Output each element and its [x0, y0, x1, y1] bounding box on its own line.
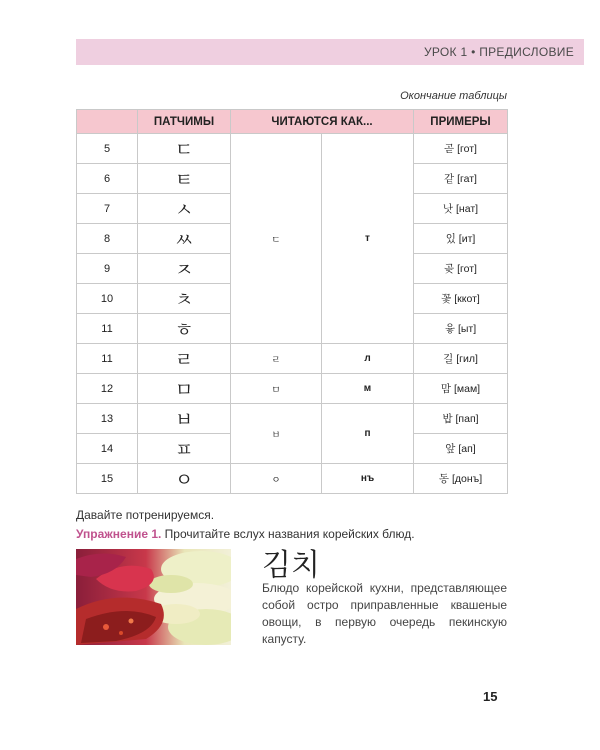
patchim-letter: ㅍ — [138, 434, 231, 464]
example-transcription: [ккот] — [454, 293, 480, 305]
reading-korean: ㅂ — [231, 404, 322, 464]
practice-intro: Давайте потренируемся. — [76, 508, 215, 522]
table-row — [77, 134, 508, 164]
patchim-table — [76, 109, 508, 494]
reading-korean: ㅁ — [231, 374, 322, 404]
example-korean: 곶 — [444, 263, 455, 275]
patchim-letter: ㅂ — [138, 404, 231, 434]
example-korean: 같 — [444, 173, 455, 185]
row-number: 12 — [77, 374, 138, 404]
example-korean: 앞 — [445, 443, 456, 455]
row-number: 11 — [77, 314, 138, 344]
example-cell — [414, 134, 508, 164]
example-korean: 동 — [438, 473, 450, 485]
example-cell — [414, 464, 508, 494]
page-number: 15 — [483, 689, 498, 704]
dish-description: Блюдо корейской кухни, представляющее собой остро приправленные квашеные овощи, в первую очередь пекинскую капусту. — [262, 581, 507, 646]
reading-russian: т — [322, 134, 414, 344]
table-row — [77, 344, 508, 374]
reading-russian: п — [322, 404, 414, 464]
exercise-text: Прочитайте вслух названия корейских блюд. — [161, 527, 415, 541]
reading-russian: м — [322, 374, 414, 404]
example-cell — [414, 194, 508, 224]
example-transcription: [пап] — [455, 413, 479, 425]
patchim-letter: ㅎ — [138, 314, 231, 344]
example-cell — [414, 314, 508, 344]
example-transcription: [гот] — [457, 263, 477, 275]
example-cell — [414, 164, 508, 194]
patchim-letter: ㅁ — [138, 374, 231, 404]
example-transcription: [мам] — [453, 383, 481, 395]
example-transcription: [гил] — [456, 353, 478, 365]
patchim-letter: ㅌ — [138, 164, 231, 194]
row-number: 6 — [77, 164, 138, 194]
row-number: 5 — [77, 134, 138, 164]
row-number: 13 — [77, 404, 138, 434]
example-korean: 밥 — [442, 413, 453, 425]
example-korean: 길 — [443, 353, 454, 365]
example-korean: 꽃 — [441, 293, 452, 305]
lesson-header-bar — [76, 39, 584, 65]
table-row — [77, 374, 508, 404]
header-cell-examples: ПРИМЕРЫ — [414, 110, 508, 134]
row-number: 9 — [77, 254, 138, 284]
example-cell — [414, 254, 508, 284]
example-cell — [414, 344, 508, 374]
exercise-instruction — [76, 527, 415, 541]
header-cell-number — [77, 110, 138, 134]
table-header-row — [77, 110, 508, 134]
example-cell — [414, 434, 508, 464]
kimchi-photo-illustration — [76, 549, 231, 645]
patchim-letter: ㅈ — [138, 254, 231, 284]
example-cell — [414, 284, 508, 314]
row-number: 14 — [77, 434, 138, 464]
table-row — [77, 404, 508, 434]
example-cell — [414, 404, 508, 434]
example-transcription: [ит] — [458, 233, 476, 245]
exercise-label: Упражнение 1. — [76, 527, 162, 541]
table-caption: Окончание таблицы — [400, 90, 507, 102]
patchim-letter: ㅊ — [138, 284, 231, 314]
example-transcription: [гот] — [457, 143, 477, 155]
example-transcription: [нат] — [456, 203, 479, 215]
example-cell — [414, 224, 508, 254]
example-korean: 윻 — [444, 323, 456, 335]
row-number: 15 — [77, 464, 138, 494]
patchim-letter: ㄷ — [138, 134, 231, 164]
dish-title: 김치 — [262, 548, 320, 583]
example-korean: 맘 — [440, 383, 452, 395]
header-cell-patchim: ПАТЧИМЫ — [138, 110, 231, 134]
patchim-letter: ㅇ — [138, 464, 231, 494]
example-transcription: [гат] — [457, 173, 477, 185]
example-korean: 곧 — [444, 143, 455, 155]
reading-korean: ㄹ — [231, 344, 322, 374]
example-korean: 있 — [445, 233, 456, 245]
example-transcription: [ап] — [458, 443, 476, 455]
patchim-letter: ㅆ — [138, 224, 231, 254]
example-korean: 낫 — [442, 203, 454, 215]
table-row — [77, 464, 508, 494]
example-cell — [414, 374, 508, 404]
reading-korean: ㅇ — [231, 464, 322, 494]
lesson-header-title: УРОК 1 • ПРЕДИСЛОВИЕ — [423, 45, 574, 59]
row-number: 7 — [77, 194, 138, 224]
example-transcription: [ыт] — [457, 323, 477, 335]
example-transcription: [донъ] — [451, 473, 483, 485]
reading-russian: нъ — [322, 464, 414, 494]
row-number: 11 — [77, 344, 138, 374]
patchim-letter: ㄹ — [138, 344, 231, 374]
row-number: 8 — [77, 224, 138, 254]
row-number: 10 — [77, 284, 138, 314]
reading-russian: л — [322, 344, 414, 374]
kimchi-photo — [76, 549, 231, 645]
header-cell-reading: ЧИТАЮТСЯ КАК... — [231, 110, 414, 134]
reading-korean: ㄷ — [231, 134, 322, 344]
patchim-letter: ㅅ — [138, 194, 231, 224]
